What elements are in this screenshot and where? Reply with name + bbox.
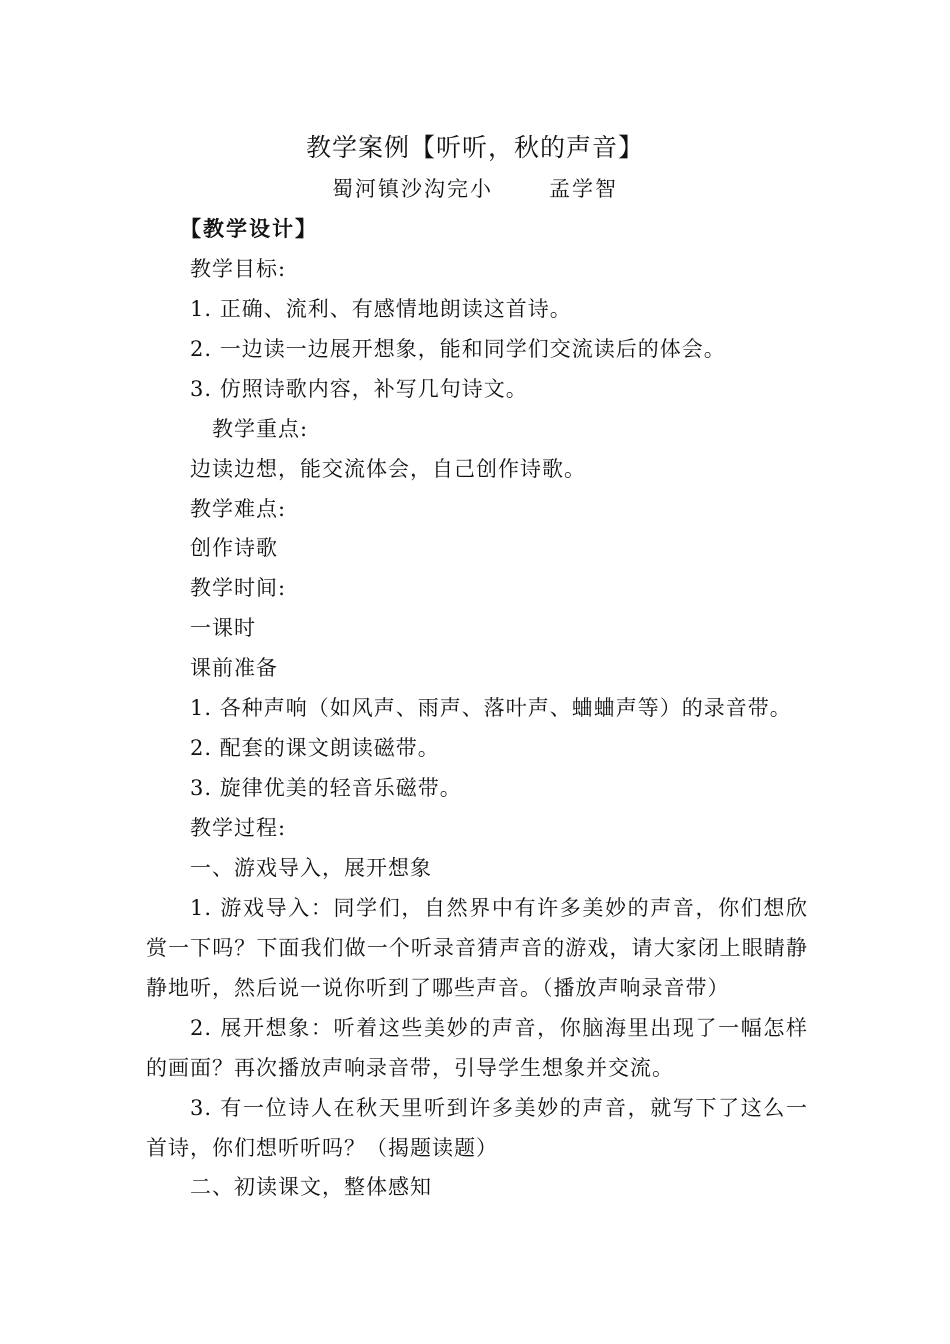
author-name: 孟学智 bbox=[549, 177, 618, 201]
prep-label: 课前准备 bbox=[190, 656, 278, 680]
difficulty-text: 创作诗歌 bbox=[190, 536, 278, 560]
byline bbox=[0, 173, 950, 205]
prep-item: 3. 旋律优美的轻音乐磁带。 bbox=[190, 776, 462, 800]
part1-heading: 一、游戏导入，展开想象 bbox=[190, 856, 432, 880]
section-heading: 【教学设计】 bbox=[180, 216, 318, 241]
objective-item: 2. 一边读一边展开想象，能和同学们交流读后的体会。 bbox=[190, 337, 726, 361]
process-paragraph: 1. 游戏导入：同学们，自然界中有许多美妙的声音，你们想欣赏一下吗？下面我们做一个听录音猜声音的游戏，请大家闭上眼睛静静地听，然后说一说你听到了哪些声音。（播放声响录音带） bbox=[146, 896, 808, 1000]
prep-item: 1. 各种声响（如风声、雨声、落叶声、蛐蛐声等）的录音带。 bbox=[190, 696, 792, 720]
key-points-text: 边读边想，能交流体会，自己创作诗歌。 bbox=[190, 457, 586, 481]
objective-item: 3. 仿照诗歌内容，补写几句诗文。 bbox=[190, 377, 528, 401]
process-paragraph: 3. 有一位诗人在秋天里听到许多美妙的声音，就写下了这么一首诗，你们想听听吗？（揭题读题） bbox=[146, 1096, 808, 1160]
time-label: 教学时间: bbox=[190, 576, 287, 600]
objectives-label: 教学目标: bbox=[190, 257, 287, 281]
key-points-label: 教学重点: bbox=[212, 417, 309, 441]
prep-item: 2. 配套的课文朗读磁带。 bbox=[190, 736, 440, 760]
school-name: 蜀河镇沙沟完小 bbox=[332, 177, 493, 201]
process-paragraph: 2. 展开想象：听着这些美妙的声音，你脑海里出现了一幅怎样的画面？再次播放声响录音带，引导学生想象并交流。 bbox=[146, 1016, 808, 1080]
process-label: 教学过程: bbox=[190, 816, 287, 840]
difficulty-label: 教学难点: bbox=[190, 497, 287, 521]
document-title: 教学案例【听听，秋的声音】 bbox=[305, 133, 644, 162]
part2-heading: 二、初读课文，整体感知 bbox=[190, 1175, 432, 1199]
time-text: 一课时 bbox=[190, 616, 256, 640]
objective-item: 1. 正确、流利、有感情地朗读这首诗。 bbox=[190, 297, 572, 321]
